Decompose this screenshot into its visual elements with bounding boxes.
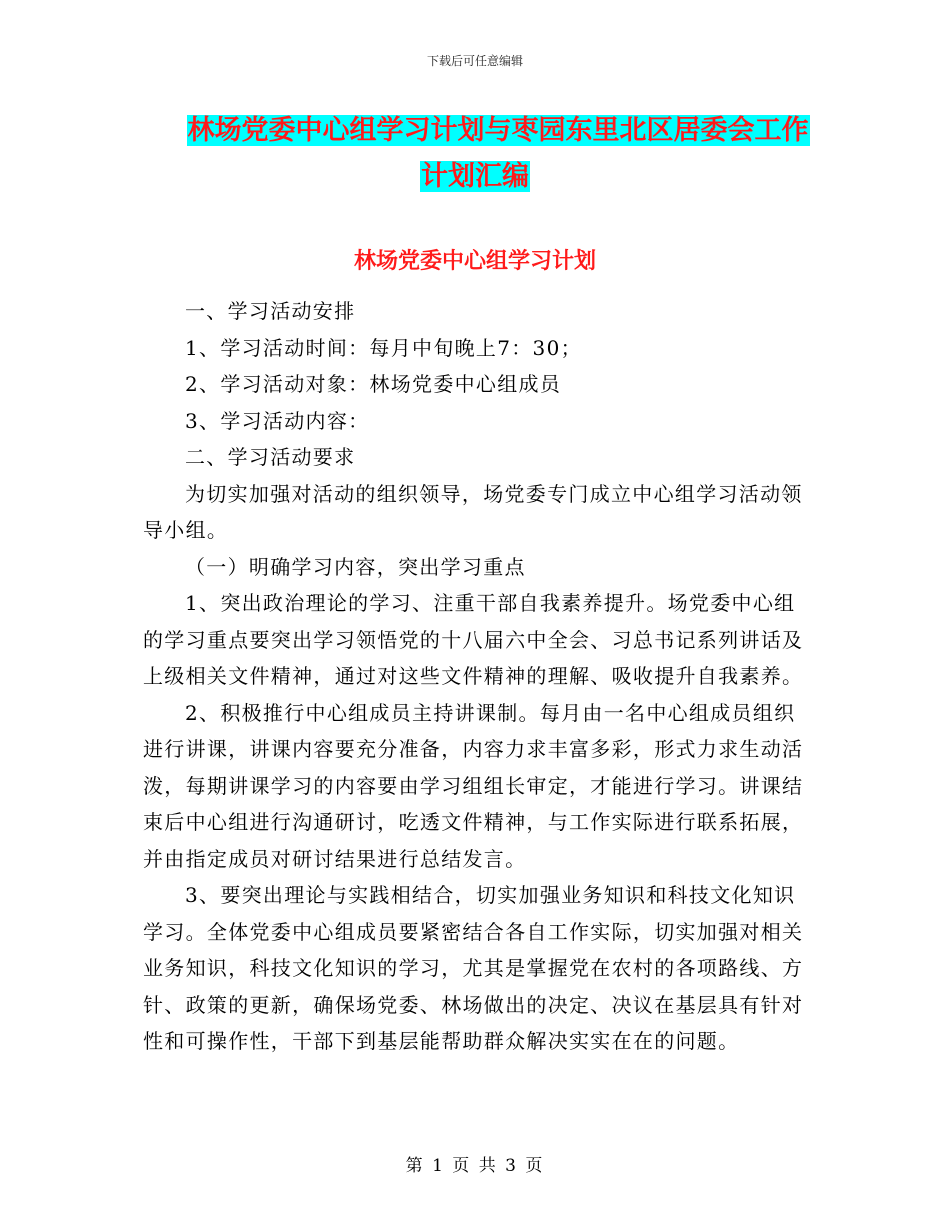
- title-line-1-text: 林场党委中心组学习计划与枣园东里北区居委会工作: [187, 115, 809, 146]
- page-footer: 第 1 页 共 3 页: [405, 1156, 545, 1176]
- page-header-note: 下载后可任意编辑: [426, 54, 523, 68]
- document-title-line-2: [0, 154, 950, 200]
- document-title: [0, 108, 950, 200]
- title-line-2-text: 计划汇编: [421, 161, 529, 192]
- paragraph-heading-2: 二、学习活动要求: [185, 445, 356, 469]
- paragraph-item: 2、学习活动对象：林场党委中心组成员: [185, 372, 562, 396]
- paragraph: 为切实加强对活动的组织领导，场党委专门成立中心组学习活动领导小组。: [143, 481, 803, 542]
- paragraph: 2、积极推行中心组成员主持讲课制。每月由一名中心组成员组织进行讲课，讲课内容要充分准备，内容力求丰富多彩，形式力求生动活泼，每期讲课学习的内容要由学习组组长审定，才能进行学习。讲课结束后中心组进行沟通研讨，吃透文件精神，与工作实际进行联系拓展，并由指定成员对研讨结果进行总结发言。: [143, 700, 804, 871]
- paragraph-item: 1、学习活动时间：每月中旬晚上7：30；: [185, 335, 582, 360]
- document-body: [143, 293, 807, 1060]
- paragraph: 3、要突出理论与实践相结合，切实加强业务知识和科技文化知识学习。全体党委中心组成员要紧密结合各自工作实际，切实加强对相关业务知识，科技文化知识的学习，尤其是掌握党在农村的各项路线、方针、政策的更新，确保场党委、林场做出的决定、决议在基层具有针对性和可操作性，干部下到基层能帮助群众解决实实在在的问题。: [143, 883, 804, 1053]
- section-title: 林场党委中心组学习计划: [353, 248, 596, 274]
- paragraph-item: 3、学习活动内容：: [185, 408, 370, 433]
- paragraph: 1、突出政治理论的学习、注重干部自我素养提升。场党委中心组的学习重点要突出学习领悟党的十八届六中全会、习总书记系列讲话及上级相关文件精神，通过对这些文件精神的理解、吸收提升自我素养。: [143, 591, 804, 688]
- paragraph-heading-1: 一、学习活动安排: [185, 299, 356, 323]
- paragraph-subheading: （一）明确学习内容，突出学习重点: [185, 554, 526, 579]
- document-title-line-1: [0, 108, 950, 154]
